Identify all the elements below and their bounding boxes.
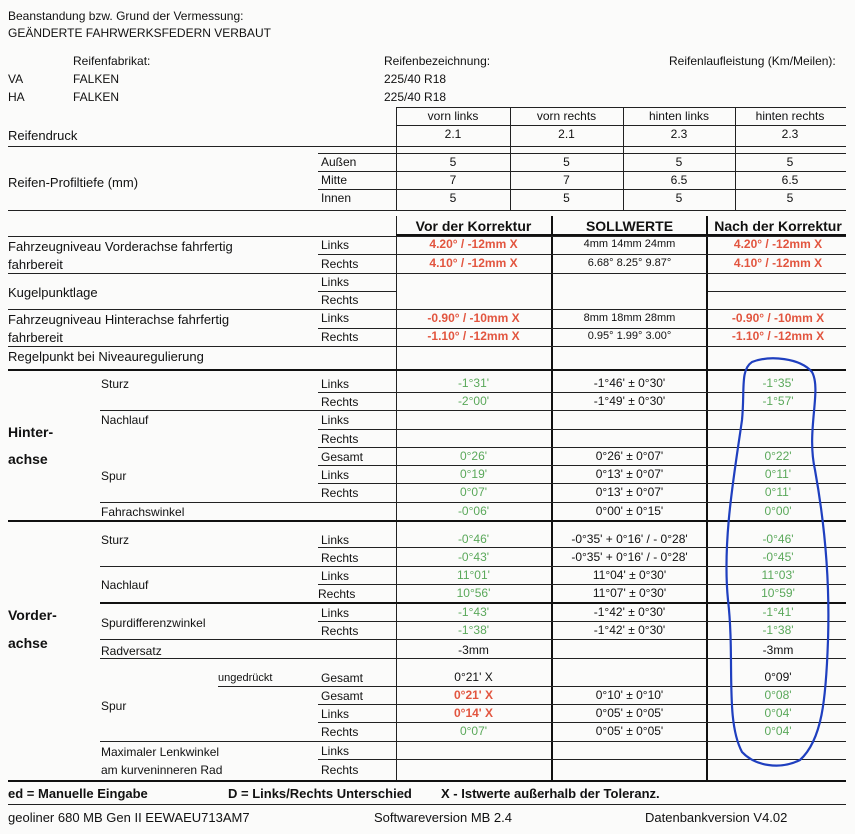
front-group-toe-diff: Spurdifferenzwinkel xyxy=(101,616,206,630)
front-level-label: Fahrzeugniveau Vorderachse fahrfertig xyxy=(8,239,233,254)
regulation-point-label: Regelpunkt bei Niveauregulierung xyxy=(8,349,204,364)
tread-value: 7 xyxy=(563,173,570,187)
legend-diff: D = Links/Rechts Unterschied xyxy=(228,786,412,801)
front-group-caster: Nachlauf xyxy=(101,578,149,592)
rear-after-right: -1.10° / -12mm X xyxy=(731,329,825,343)
side-label: Links xyxy=(321,311,350,325)
tire-make-label: Reifenfabrikat: xyxy=(73,54,151,68)
rear-spec: 0°13' ± 0°07' xyxy=(595,485,664,499)
side-label: Links xyxy=(321,238,350,252)
front-after: 10°59' xyxy=(761,586,795,600)
side-label: Links xyxy=(321,377,350,391)
pressure-value: 2.1 xyxy=(444,127,462,141)
tread-value: 5 xyxy=(786,191,794,205)
rear-before-left: -0.90° / -10mm X xyxy=(427,311,520,325)
reason-value: GEÄNDERTE FAHRWERKSFEDERN VERBAUT xyxy=(8,26,271,40)
col-rear-left: hinten links xyxy=(648,109,710,123)
front-before: 0°21' X xyxy=(454,670,493,684)
front-after-left: 4.20° / -12mm X xyxy=(733,237,823,251)
front-after: 0°08' xyxy=(764,688,792,702)
rear-spec: -1°49' ± 0°30' xyxy=(593,394,666,408)
front-before-left: 4.20° / -12mm X xyxy=(429,237,518,251)
rear-spec: 0°00' ± 0°15' xyxy=(595,504,664,518)
rear-before: -1°31' xyxy=(457,376,490,390)
tread-value: 6.5 xyxy=(670,173,688,187)
col-after-header: Nach der Korrektur xyxy=(714,218,842,234)
front-after: -0°45' xyxy=(762,550,794,564)
side-label: Links xyxy=(321,606,350,620)
front-before: -0°43' xyxy=(457,550,490,564)
side-label: Links xyxy=(321,275,350,289)
front-after: -0°46' xyxy=(762,532,794,546)
tread-value: 5 xyxy=(786,155,794,169)
tread-row-label: Innen xyxy=(321,191,352,205)
tread-value: 5 xyxy=(449,155,457,169)
front-before: 10°56' xyxy=(456,586,491,600)
col-before-header: Vor der Korrektur xyxy=(415,218,532,234)
rear-before: 0°19' xyxy=(459,467,488,481)
front-axle-title-2: achse xyxy=(8,635,48,651)
rear-axle-title-2: achse xyxy=(8,451,48,467)
rear-spec-values: 0.95° 1.99° 3.00° xyxy=(587,330,672,342)
side-label: Gesamt xyxy=(321,671,364,685)
front-after: 11°03' xyxy=(761,568,795,582)
front-before: -1°38' xyxy=(457,623,490,637)
rear-after: -1°57' xyxy=(762,394,794,408)
pressure-value: 2.3 xyxy=(781,127,799,141)
rear-spec: -1°46' ± 0°30' xyxy=(593,376,666,390)
front-before-right: 4.10° / -12mm X xyxy=(429,256,518,270)
front-before: 11°01' xyxy=(457,568,490,582)
tread-value: 7 xyxy=(449,173,457,187)
pressure-value: 2.1 xyxy=(558,127,575,141)
software-version: Softwareversion MB 2.4 xyxy=(374,810,513,825)
va-label: VA xyxy=(8,72,24,86)
front-after: 0°09' xyxy=(764,670,792,684)
front-spec: -1°42' ± 0°30' xyxy=(593,605,666,619)
rear-after: 0°00' xyxy=(764,504,792,518)
col-rear-right: hinten rechts xyxy=(755,109,825,123)
rear-before: 0°26' xyxy=(459,449,488,463)
front-before: -3mm xyxy=(458,643,489,657)
side-label: Links xyxy=(321,707,350,721)
side-label: Rechts xyxy=(321,624,359,638)
va-size: 225/40 R18 xyxy=(384,72,447,86)
side-label: Rechts xyxy=(318,587,356,601)
side-label: Links xyxy=(321,533,350,547)
tread-value: 5 xyxy=(563,155,570,169)
tire-size-label: Reifenbezeichnung: xyxy=(384,54,491,68)
front-after: 0°04' xyxy=(764,724,792,738)
side-label: Rechts xyxy=(321,293,359,307)
va-make: FALKEN xyxy=(73,72,120,86)
front-spec-head: 4mm 14mm 24mm xyxy=(583,238,676,250)
rear-level-label: Fahrzeugniveau Hinterachse fahrfertig xyxy=(8,312,230,327)
rear-level-label-2: fahrbereit xyxy=(8,330,63,345)
pressure-label: Reifendruck xyxy=(8,128,78,143)
rear-before: -0°06' xyxy=(457,504,490,518)
front-spec: 11°07' ± 0°30' xyxy=(592,586,667,600)
rear-group-toe: Spur xyxy=(101,469,127,483)
ball-label: Kugelpunktlage xyxy=(8,285,98,300)
front-after-right: 4.10° / -12mm X xyxy=(733,256,823,270)
side-label: Gesamt xyxy=(321,689,364,703)
max-steer-label: Maximaler Lenkwinkel xyxy=(101,745,220,759)
front-before: -1°43' xyxy=(457,605,490,619)
front-after: -3mm xyxy=(762,643,794,657)
front-spec: -1°42' ± 0°30' xyxy=(593,623,666,637)
front-after: 0°04' xyxy=(764,706,792,720)
legend-tolerance: X - Istwerte außerhalb der Toleranz. xyxy=(441,786,660,801)
rear-group-thrust: Fahrachswinkel xyxy=(101,505,185,519)
rear-axle-title: Hinter- xyxy=(8,424,54,440)
tread-value: 5 xyxy=(675,155,683,169)
side-label: Links xyxy=(321,468,350,482)
front-spec: 0°05' ± 0°05' xyxy=(595,706,664,720)
front-axle-title: Vorder- xyxy=(8,607,57,623)
tread-row-label: Außen xyxy=(321,155,357,169)
side-label: Rechts xyxy=(321,763,359,777)
side-label: Links xyxy=(321,413,350,427)
front-spec-values: 6.68° 8.25° 9.87° xyxy=(587,257,672,269)
col-spec-header: SOLLWERTE xyxy=(585,218,674,234)
tread-value: 5 xyxy=(675,191,683,205)
side-label: Rechts xyxy=(321,395,359,409)
tread-row-label: Mitte xyxy=(321,173,348,187)
tread-value: 5 xyxy=(563,191,570,205)
unpressed-label: ungedrückt xyxy=(218,672,273,684)
side-label: Gesamt xyxy=(321,450,364,464)
front-before: 0°21' X xyxy=(453,688,493,702)
database-version: Datenbankversion V4.02 xyxy=(645,810,788,825)
ha-make: FALKEN xyxy=(73,90,120,104)
front-spec: 0°05' ± 0°05' xyxy=(595,724,664,738)
pressure-value: 2.3 xyxy=(670,127,688,141)
front-spec: 0°10' ± 0°10' xyxy=(595,688,664,702)
col-front-left: vorn links xyxy=(427,109,479,123)
side-label: Rechts xyxy=(321,257,359,271)
legend-manual: ed = Manuelle Eingabe xyxy=(8,786,148,801)
tread-label: Reifen-Profiltiefe (mm) xyxy=(8,175,139,190)
rear-after-left: -0.90° / -10mm X xyxy=(731,311,825,325)
device-info: geoliner 680 MB Gen II EEWAEU713AM7 xyxy=(8,810,250,825)
rear-before: -2°00' xyxy=(457,394,490,408)
max-steer-label-2: am kurveninneren Rad xyxy=(101,763,223,777)
ha-size: 225/40 R18 xyxy=(384,90,447,104)
side-label: Rechts xyxy=(321,486,359,500)
front-spec: -0°35' + 0°16' / - 0°28' xyxy=(571,550,688,564)
ha-label: HA xyxy=(8,90,25,104)
rear-spec: 0°13' ± 0°07' xyxy=(595,467,664,481)
side-label: Links xyxy=(321,744,350,758)
front-before: 0°07' xyxy=(459,724,488,738)
side-label: Rechts xyxy=(321,551,359,565)
front-group-camber: Sturz xyxy=(101,533,130,547)
front-after: -1°38' xyxy=(762,623,794,637)
col-front-right: vorn rechts xyxy=(536,109,597,123)
rear-after: 0°22' xyxy=(764,449,792,463)
front-before: -0°46' xyxy=(457,532,490,546)
side-label: Rechts xyxy=(321,725,359,739)
rear-before-right: -1.10° / -12mm X xyxy=(427,329,520,343)
side-label: Rechts xyxy=(321,432,359,446)
mileage-label: Reifenlaufleistung (Km/Meilen): xyxy=(669,54,836,68)
rear-before: 0°07' xyxy=(459,485,488,499)
side-label: Links xyxy=(321,569,350,583)
rear-spec-head: 8mm 18mm 28mm xyxy=(583,312,676,324)
tread-value: 6.5 xyxy=(781,173,799,187)
reason-label: Beanstandung bzw. Grund der Vermessung: xyxy=(8,9,244,23)
front-level-label-2: fahrbereit xyxy=(8,257,63,272)
rear-after: -1°35' xyxy=(762,376,794,390)
front-spec: -0°35' + 0°16' / - 0°28' xyxy=(571,532,688,546)
front-after: -1°41' xyxy=(762,605,794,619)
rear-after: 0°11' xyxy=(764,467,792,481)
rear-after: 0°11' xyxy=(764,485,792,499)
front-group-offset: Radversatz xyxy=(101,644,162,658)
front-before: 0°14' X xyxy=(453,706,493,720)
front-spec: 11°04' ± 0°30' xyxy=(592,568,667,582)
rear-group-camber: Sturz xyxy=(101,377,130,391)
side-label: Rechts xyxy=(321,330,359,344)
front-group-toe: Spur xyxy=(101,699,127,713)
rear-spec: 0°26' ± 0°07' xyxy=(595,449,664,463)
rear-group-caster: Nachlauf xyxy=(101,413,149,427)
tread-value: 5 xyxy=(449,191,457,205)
